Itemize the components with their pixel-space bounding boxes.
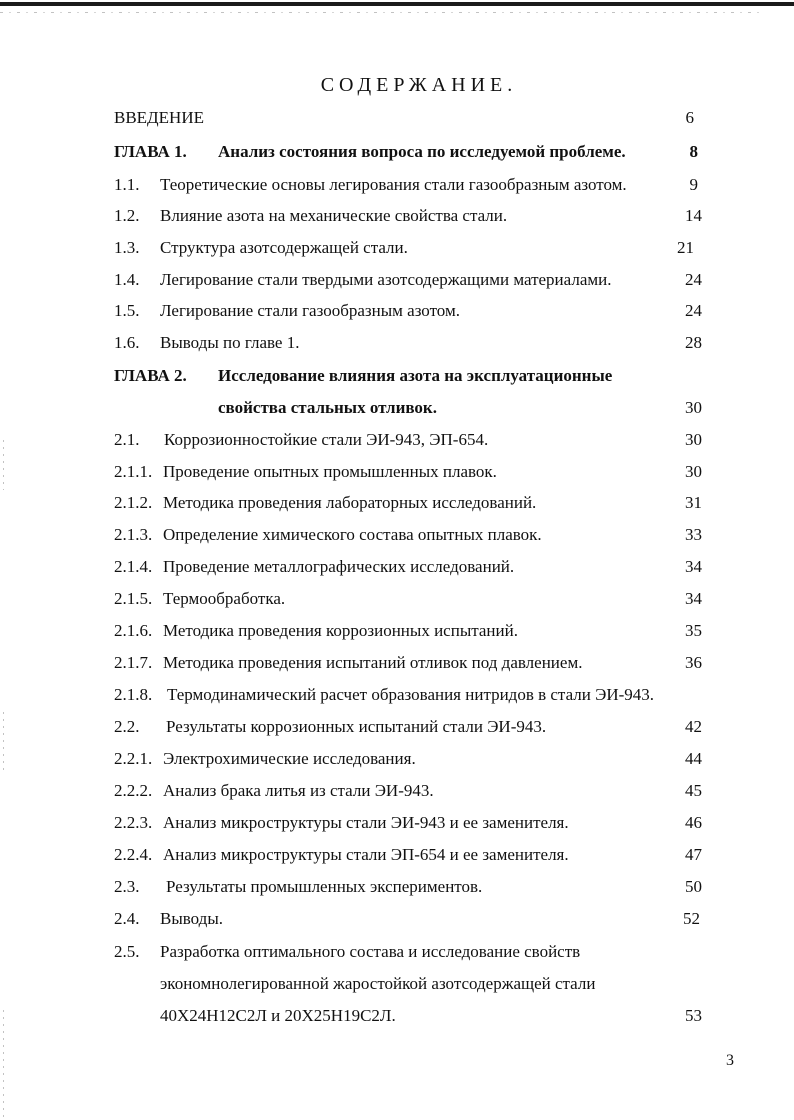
toc-entry-number: 1.5. [114, 301, 140, 320]
toc-entry-number: 2.1.2. [114, 493, 153, 512]
toc-entry-number: 2.3. [114, 877, 140, 896]
toc-entry-number: 2.1.3. [114, 525, 153, 544]
toc-entry [0, 428, 794, 452]
toc-entry-text: Проведение опытных промышленных плавок. [163, 462, 497, 481]
toc-entry-page: 24 [685, 270, 702, 289]
toc-entry-text: Электрохимические исследования. [163, 749, 416, 768]
toc-entry-text: Методика проведения испытаний отливок под давлением. [163, 653, 583, 672]
toc-entry-text: Влияние азота на механические свойства стали. [160, 206, 508, 225]
toc-entry-page: 9 [689, 175, 698, 194]
toc-entry-text: экономнолегированной жаростойкой азотсодержащей стали [160, 974, 596, 993]
toc-entry [0, 587, 794, 611]
toc-entry [0, 491, 794, 515]
toc-entry-page: 47 [685, 845, 702, 864]
toc-entry-number: 1.2. [114, 206, 140, 225]
toc-entry-text: Анализ микроструктуры стали ЭИ-943 и ее заменителя. [163, 813, 569, 832]
toc-entry-page: 45 [685, 781, 702, 800]
toc-chapter-heading [0, 364, 794, 388]
toc-entry-page: 8 [689, 142, 698, 161]
toc-entry [0, 779, 794, 803]
toc-entry-continued [0, 972, 794, 996]
toc-entry-text: Теоретические основы легирования стали газообразным азотом. [160, 175, 627, 194]
toc-entry-number: 2.4. [114, 909, 140, 928]
toc-entry-number: 2.2.1. [114, 749, 153, 768]
toc-entry [0, 619, 794, 643]
toc-entry-page: 14 [685, 206, 702, 225]
toc-entry [0, 204, 794, 228]
toc-entry [0, 460, 794, 484]
toc-entry [0, 907, 794, 931]
toc-entry [0, 268, 794, 292]
toc-entry [0, 173, 794, 197]
toc-entry-text: Коррозионностойкие стали ЭИ-943, ЭП-654. [164, 430, 489, 449]
toc-entry-page: 30 [685, 462, 702, 481]
toc-entry-text: Термообработка. [163, 589, 286, 608]
toc-entry-text: Анализ брака литья из стали ЭИ-943. [163, 781, 434, 800]
toc-entry-text: Результаты коррозионных испытаний стали ЭИ-943. [166, 717, 547, 736]
toc-entry-text: Методика проведения коррозионных испытаний. [163, 621, 518, 640]
toc-entry [0, 106, 794, 130]
toc-entry-page: 28 [685, 333, 702, 352]
toc-entry-text: свойства стальных отливок. [218, 398, 437, 417]
toc-entry-text: Термодинамический расчет образования нитридов в стали ЭИ-943. [167, 685, 655, 704]
toc-entry-number: 2.1.5. [114, 589, 153, 608]
toc-entry-text: Выводы по главе 1. [160, 333, 300, 352]
toc-entry-text: Анализ состояния вопроса по исследуемой проблеме. [218, 142, 626, 161]
scan-top-edge [0, 2, 794, 6]
toc-entry-page: 52 [683, 909, 700, 928]
toc-entry-number: 2.1.7. [114, 653, 153, 672]
toc-entry [0, 651, 794, 675]
toc-entry-continued [0, 1004, 794, 1028]
toc-entry-text: Определение химического состава опытных плавок. [163, 525, 542, 544]
toc-entry [0, 715, 794, 739]
toc-entry-page: 53 [685, 1006, 702, 1025]
toc-entry-page: 34 [685, 589, 702, 608]
toc-entry-number: 2.5. [114, 942, 140, 961]
toc-entry-page: 30 [685, 430, 702, 449]
toc-entry-number: 2.1.8. [114, 685, 153, 704]
toc-entry-text: Проведение металлографических исследований. [163, 557, 515, 576]
toc-entry-text: Анализ микроструктуры стали ЭП-654 и ее заменителя. [163, 845, 569, 864]
toc-entry [0, 843, 794, 867]
toc-entry [0, 811, 794, 835]
toc-entry-number: 1.4. [114, 270, 140, 289]
toc-entry-text: Выводы. [160, 909, 224, 928]
toc-entry-page: 42 [685, 717, 702, 736]
toc-entry-number: ГЛАВА 2. [114, 366, 187, 385]
toc-chapter-heading-continued [0, 396, 794, 420]
toc-entry-text: Разработка оптимального состава и исследование свойств [160, 942, 581, 961]
toc-entry [0, 236, 794, 260]
toc-entry-text: ВВЕДЕНИЕ [114, 108, 204, 127]
toc-entry-number: 2.1.6. [114, 621, 153, 640]
toc-entry-number: 2.1. [114, 430, 140, 449]
toc-entry-text: Методика проведения лабораторных исследований. [163, 493, 537, 512]
toc-entry-number: 2.2. [114, 717, 140, 736]
toc-entry [0, 940, 794, 964]
toc-entry [0, 747, 794, 771]
toc-entry [0, 555, 794, 579]
toc-entry-text: Структура азотсодержащей стали. [160, 238, 408, 257]
toc-entry-number: 1.3. [114, 238, 140, 257]
toc-chapter-heading [0, 140, 794, 164]
scan-noise-line [0, 12, 760, 13]
toc-entry-number: 2.2.4. [114, 845, 153, 864]
toc-entry-page: 21 [677, 238, 694, 257]
toc-entry [0, 523, 794, 547]
toc-entry-text: Исследование влияния азота на эксплуатационные [218, 366, 613, 385]
toc-entry-number: 2.2.3. [114, 813, 153, 832]
toc-entry-page: 50 [685, 877, 702, 896]
toc-entry-number: 1.6. [114, 333, 140, 352]
toc-entry [0, 683, 794, 707]
toc-entry-number: 2.2.2. [114, 781, 153, 800]
toc-entry-page: 30 [685, 398, 702, 417]
toc-entry-page: 36 [685, 653, 702, 672]
toc-entry-page: 31 [685, 493, 702, 512]
page-number: 3 [726, 1052, 734, 1069]
toc-entry-number: ГЛАВА 1. [114, 142, 187, 161]
toc-entry-page: 24 [685, 301, 702, 320]
toc-entry [0, 331, 794, 355]
toc-entry-page: 35 [685, 621, 702, 640]
toc-entry-page: 34 [685, 557, 702, 576]
toc-entry-number: 2.1.4. [114, 557, 153, 576]
page-title: СОДЕРЖАНИЕ. [320, 74, 518, 96]
toc-entry-page: 6 [685, 108, 694, 127]
toc-entry-number: 2.1.1. [114, 462, 153, 481]
toc-entry-page: 46 [685, 813, 702, 832]
toc-entry-number: 1.1. [114, 175, 140, 194]
toc-entry-text: Легирование стали твердыми азотсодержащими материалами. [160, 270, 612, 289]
toc-entry-page: 33 [685, 525, 702, 544]
toc-entry [0, 875, 794, 899]
toc-entry-page: 44 [685, 749, 702, 768]
toc-entry [0, 299, 794, 323]
toc-entry-text: Легирование стали газообразным азотом. [160, 301, 460, 320]
toc-entry-text: Результаты промышленных экспериментов. [166, 877, 483, 896]
toc-entry-text: 40Х24Н12С2Л и 20Х25Н19С2Л. [160, 1006, 396, 1025]
